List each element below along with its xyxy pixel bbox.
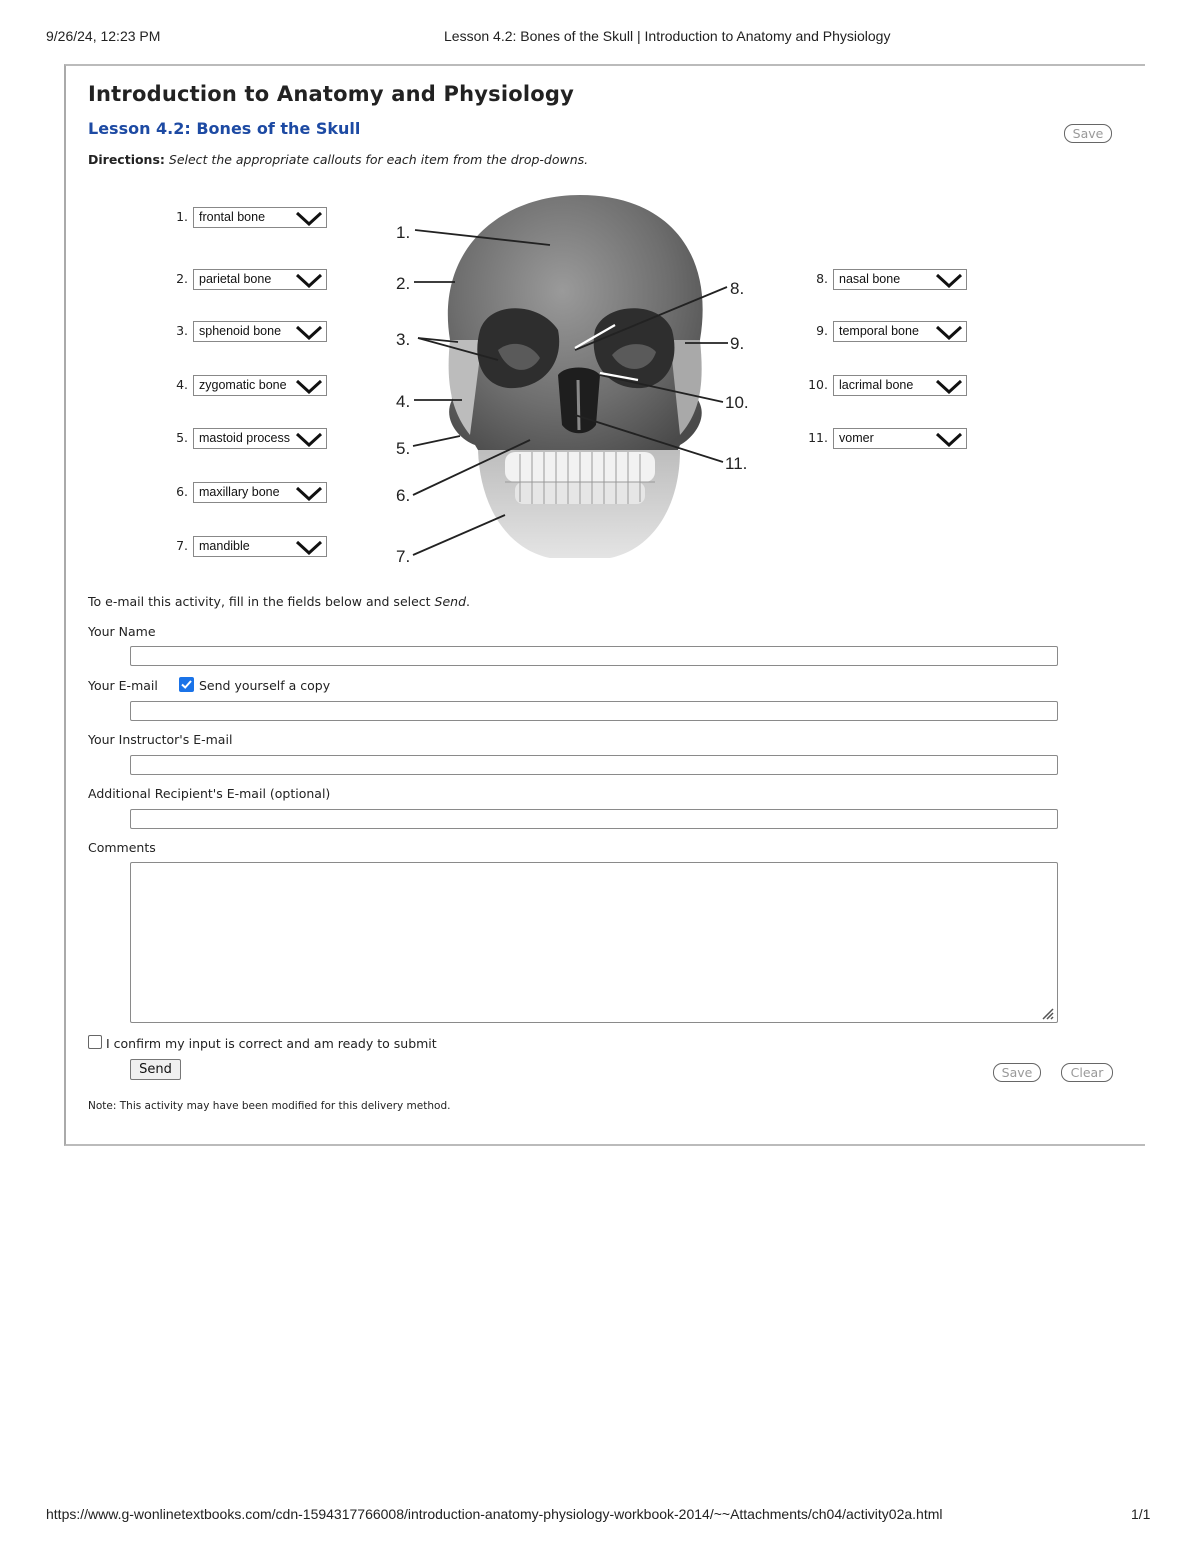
email-intro-text: To e-mail this activity, fill in the fields below and select xyxy=(88,594,435,609)
question-number: 9. xyxy=(816,323,828,338)
save-button-top[interactable]: Save xyxy=(1064,124,1112,143)
callout-select-8[interactable] xyxy=(833,269,967,290)
callout-11: 11. xyxy=(725,454,748,473)
select-value: zygomatic bone xyxy=(199,378,287,392)
print-url: https://www.g-wonlinetextbooks.com/cdn-1594317766008/introduction-anatomy-physiology-workbook-2014/~~Attachments/ch04/activity02a.html xyxy=(46,1506,943,1522)
select-value: frontal bone xyxy=(199,210,266,224)
question-number: 4. xyxy=(176,377,188,392)
nasal-septum xyxy=(578,380,579,430)
question-number: 11. xyxy=(808,430,828,445)
skull-illustration xyxy=(380,190,780,570)
callout-select-9[interactable] xyxy=(833,321,967,342)
comments-label: Comments xyxy=(88,840,156,855)
directions xyxy=(88,152,588,167)
email-intro xyxy=(88,594,470,609)
chevron-down-icon xyxy=(935,432,963,447)
question-number: 3. xyxy=(176,323,188,338)
callout-select-5[interactable] xyxy=(193,428,327,449)
callout-4: 4. xyxy=(396,392,411,411)
select-value: lacrimal bone xyxy=(839,378,914,392)
question-number: 7. xyxy=(176,538,188,553)
confirm-checkbox[interactable] xyxy=(88,1035,102,1049)
callout-select-3[interactable] xyxy=(193,321,327,342)
print-date: 9/26/24, 12:23 PM xyxy=(46,28,161,44)
name-input[interactable] xyxy=(130,646,1058,666)
email-intro-send: Send xyxy=(434,594,467,609)
question-number: 10. xyxy=(808,377,828,392)
skull-diagram xyxy=(380,190,780,570)
save-button-bottom[interactable]: Save xyxy=(993,1063,1041,1082)
select-value: nasal bone xyxy=(839,272,901,286)
additional-email-input[interactable] xyxy=(130,809,1058,829)
select-value: sphenoid bone xyxy=(199,324,282,338)
lesson-title: Lesson 4.2: Bones of the Skull xyxy=(88,119,361,138)
book-title: Introduction to Anatomy and Physiology xyxy=(88,82,575,106)
chevron-down-icon xyxy=(935,325,963,340)
email-label: Your E-mail xyxy=(88,678,158,693)
directions-label: Directions: xyxy=(88,152,165,167)
callout-3: 3. xyxy=(396,330,411,349)
resize-grip-icon[interactable] xyxy=(1039,1006,1055,1020)
check-icon xyxy=(179,677,194,692)
send-copy-checkbox[interactable] xyxy=(179,677,194,692)
callout-select-2[interactable] xyxy=(193,269,327,290)
name-label: Your Name xyxy=(88,624,156,639)
print-title: Lesson 4.2: Bones of the Skull | Introduction to Anatomy and Physiology xyxy=(444,28,891,44)
callout-5: 5. xyxy=(396,439,411,458)
send-button[interactable]: Send xyxy=(130,1059,181,1080)
select-value: vomer xyxy=(839,431,874,445)
callout-2: 2. xyxy=(396,274,411,293)
callout-select-6[interactable] xyxy=(193,482,327,503)
question-number: 1. xyxy=(176,209,188,224)
chevron-down-icon xyxy=(935,273,963,288)
question-number: 6. xyxy=(176,484,188,499)
question-number: 5. xyxy=(176,430,188,445)
chevron-down-icon xyxy=(295,486,323,501)
callout-select-4[interactable] xyxy=(193,375,327,396)
confirm-label: I confirm my input is correct and am ready to submit xyxy=(106,1036,437,1051)
instructor-email-input[interactable] xyxy=(130,755,1058,775)
callout-8: 8. xyxy=(730,279,745,298)
select-value: maxillary bone xyxy=(199,485,280,499)
select-value: mastoid process xyxy=(199,431,291,445)
callout-select-11[interactable] xyxy=(833,428,967,449)
chevron-down-icon xyxy=(295,432,323,447)
callout-select-1[interactable] xyxy=(193,207,327,228)
callout-9: 9. xyxy=(730,334,745,353)
chevron-down-icon xyxy=(935,379,963,394)
chevron-down-icon xyxy=(295,325,323,340)
chevron-down-icon xyxy=(295,273,323,288)
chevron-down-icon xyxy=(295,540,323,555)
note xyxy=(88,1100,450,1112)
callout-10: 10. xyxy=(725,393,749,412)
chevron-down-icon xyxy=(295,379,323,394)
callout-1: 1. xyxy=(396,223,411,242)
callout-7: 7. xyxy=(396,547,411,566)
additional-email-label: Additional Recipient's E-mail (optional) xyxy=(88,786,331,801)
directions-text: Select the appropriate callouts for each item from the drop-downs. xyxy=(164,152,589,167)
chevron-down-icon xyxy=(295,211,323,226)
email-input[interactable] xyxy=(130,701,1058,721)
select-value: parietal bone xyxy=(199,272,272,286)
note-text: This activity may have been modified for this delivery method. xyxy=(116,1100,451,1112)
note-label: Note: xyxy=(88,1100,117,1112)
select-value: mandible xyxy=(199,539,250,553)
comments-textarea[interactable] xyxy=(130,862,1058,1023)
select-value: temporal bone xyxy=(839,324,919,338)
clear-button[interactable]: Clear xyxy=(1061,1063,1113,1082)
callout-select-10[interactable] xyxy=(833,375,967,396)
email-intro-end: . xyxy=(466,594,471,609)
callout-select-7[interactable] xyxy=(193,536,327,557)
send-copy-label: Send yourself a copy xyxy=(199,678,331,693)
question-number: 8. xyxy=(816,271,828,286)
question-number: 2. xyxy=(176,271,188,286)
print-page-count: 1/1 xyxy=(1131,1506,1151,1522)
instructor-email-label: Your Instructor's E-mail xyxy=(88,732,233,747)
callout-6: 6. xyxy=(396,486,411,505)
